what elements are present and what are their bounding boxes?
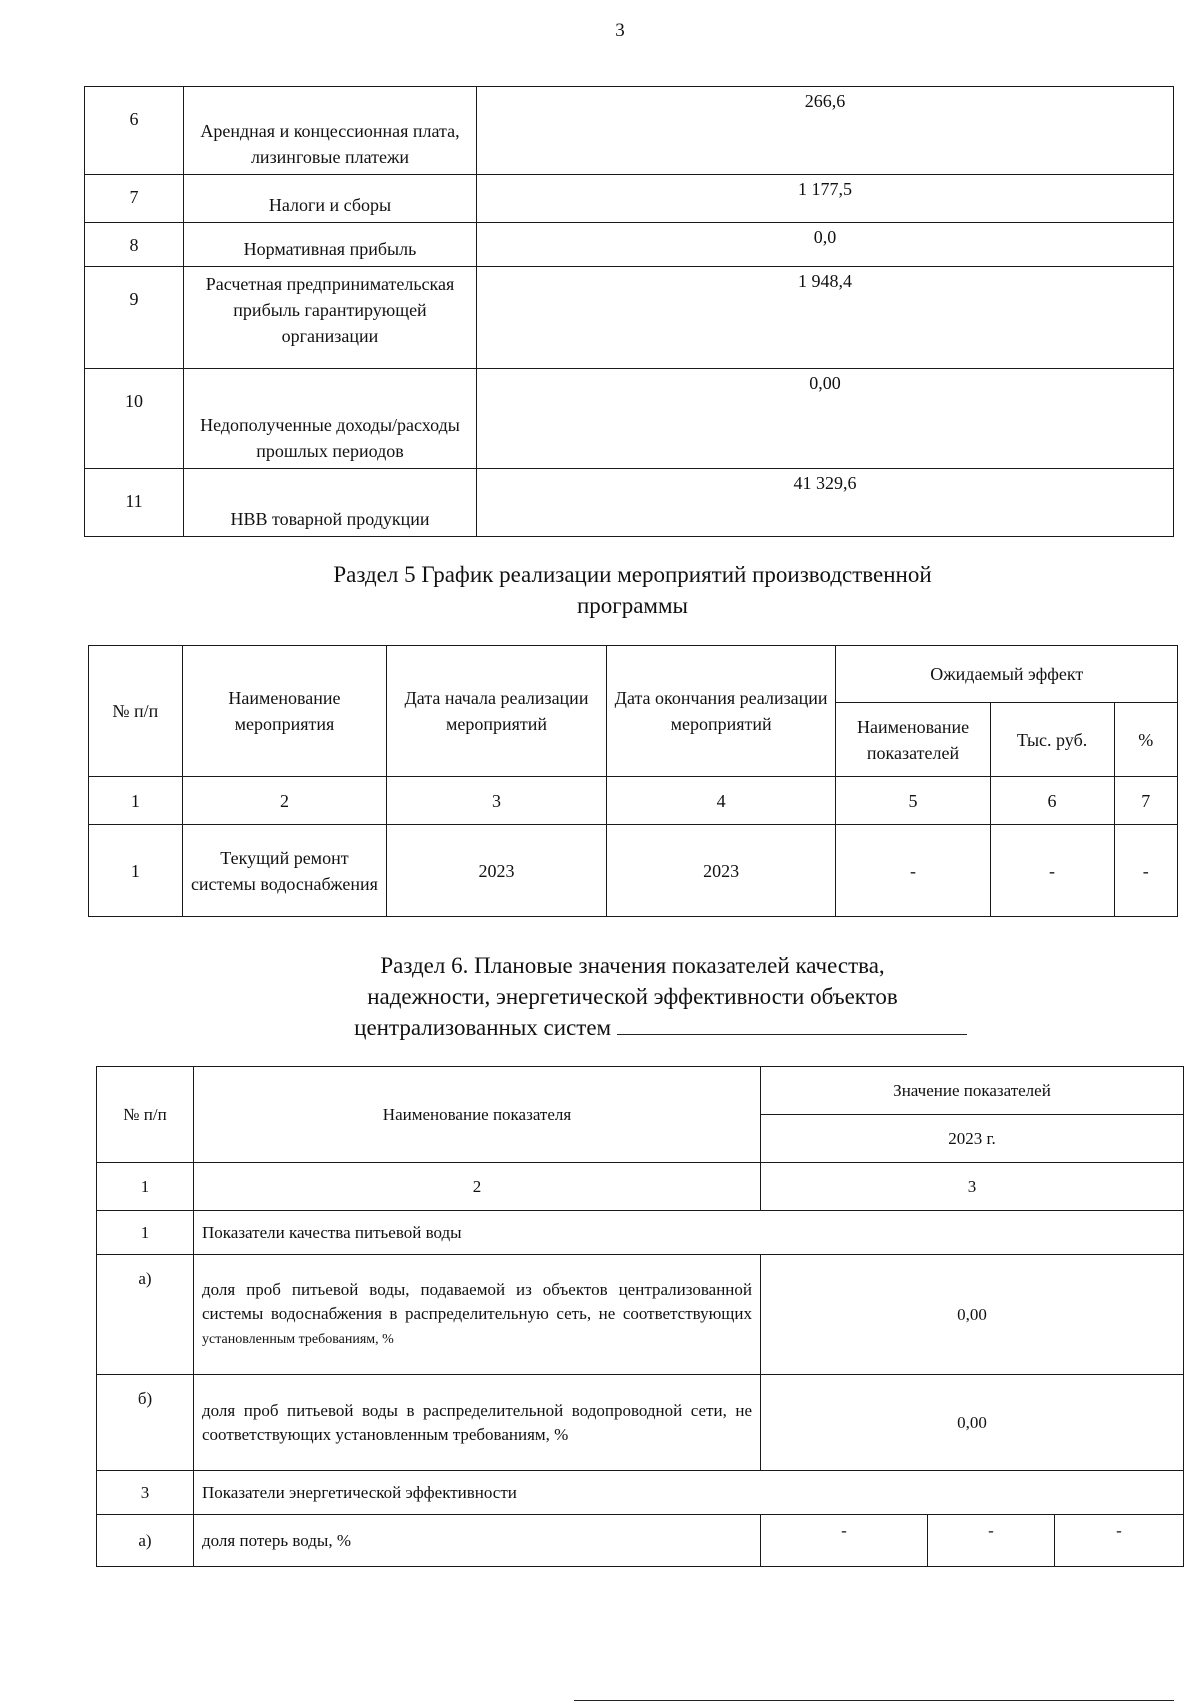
section6-title: [0, 950, 1200, 1043]
table-row: [85, 469, 1174, 537]
section6-title-line3-text: централизованных систем: [354, 1015, 612, 1040]
row-number: 6: [85, 87, 184, 175]
table-row: [85, 223, 1174, 267]
section6-title-line2: надежности, энергетической эффективности объектов: [367, 984, 898, 1009]
indicator-name-main: доля проб питьевой воды, подаваемой из объектов централизованной системы водоснабжения в распределительную сеть, не соответствующих: [202, 1279, 752, 1323]
row-name: Недополученные доходы/расходы прошлых периодов: [184, 369, 477, 469]
end-date: 2023: [606, 825, 836, 917]
row-number: 3: [97, 1471, 194, 1515]
header-indicator-values: Значение показателей: [761, 1067, 1184, 1115]
row-value: 266,6: [477, 87, 1174, 175]
column-number: 5: [836, 777, 990, 825]
table-row: [85, 267, 1174, 369]
row-number: а): [97, 1515, 194, 1567]
row-number: б): [97, 1375, 194, 1471]
row-number: 7: [85, 175, 184, 223]
header-indicator-name: Наименование показателя: [194, 1067, 761, 1163]
cost-table: [84, 86, 1174, 537]
column-number: 6: [990, 777, 1114, 825]
column-number: 2: [182, 777, 387, 825]
quality-indicators-table: [96, 1066, 1184, 1567]
table-header-row: [89, 646, 1178, 703]
group-row: [97, 1471, 1184, 1515]
header-thousand-rub: Тыс. руб.: [990, 703, 1114, 777]
row-name: Арендная и концессионная плата, лизинговые платежи: [184, 87, 477, 175]
section5-title-line2: программы: [576, 593, 688, 618]
section5-title-line1: Раздел 5 График реализации мероприятий производственной: [333, 562, 932, 587]
percent-value: -: [1114, 825, 1178, 917]
indicator-name: доля проб питьевой воды в распределительной водопроводной сети, не соответствующих установленным требованиям, %: [194, 1375, 761, 1471]
indicator-value: 0,00: [761, 1375, 1184, 1471]
row-number: 9: [85, 267, 184, 369]
group-row: [97, 1211, 1184, 1255]
column-number: 2: [194, 1163, 761, 1211]
row-value: 0,0: [477, 223, 1174, 267]
indicator-name-tail: установленным требованиям, %: [202, 1331, 394, 1347]
indicator-name: [194, 1255, 761, 1375]
row-name: НВВ товарной продукции: [184, 469, 477, 537]
row-number: 1: [97, 1211, 194, 1255]
header-end-date: Дата окончания реализации мероприятий: [606, 646, 836, 777]
row-value: 0,00: [477, 369, 1174, 469]
row-number: 11: [85, 469, 184, 537]
table-header-row: [97, 1067, 1184, 1115]
column-number: 1: [89, 777, 183, 825]
row-name: Налоги и сборы: [184, 175, 477, 223]
table-row: [85, 175, 1174, 223]
section5-title: [0, 559, 1200, 621]
table-row: [97, 1515, 1184, 1567]
indicator-value: -: [836, 825, 990, 917]
row-name: Расчетная предпринимательская прибыль гарантирующей организации: [184, 267, 477, 369]
blank-underline: [617, 1016, 967, 1035]
header-year: 2023 г.: [761, 1115, 1184, 1163]
row-value: 41 329,6: [477, 469, 1174, 537]
table-row: [85, 369, 1174, 469]
bottom-rule: [574, 1700, 1174, 1701]
row-value: 1 177,5: [477, 175, 1174, 223]
event-name: Текущий ремонт системы водоснабжения: [182, 825, 387, 917]
header-expected-effect: Ожидаемый эффект: [836, 646, 1178, 703]
header-num: № п/п: [89, 646, 183, 777]
group-name: Показатели энергетической эффективности: [194, 1471, 1184, 1515]
row-number: 1: [89, 825, 183, 917]
section6-title-line1: Раздел 6. Плановые значения показателей качества,: [380, 953, 885, 978]
table-row: [85, 87, 1174, 175]
header-percent: %: [1114, 703, 1178, 777]
column-number: 1: [97, 1163, 194, 1211]
table-row: [97, 1375, 1184, 1471]
table-row: [97, 1255, 1184, 1375]
row-number: 8: [85, 223, 184, 267]
page-number: 3: [615, 20, 625, 41]
column-number: 4: [606, 777, 836, 825]
row-value: 1 948,4: [477, 267, 1174, 369]
table-row: [89, 825, 1178, 917]
events-schedule-table: [88, 645, 1178, 917]
section6-title-line3: [56, 1012, 1200, 1043]
indicator-value: -: [928, 1515, 1055, 1567]
indicator-value: -: [761, 1515, 928, 1567]
column-number: 3: [387, 777, 607, 825]
group-name: Показатели качества питьевой воды: [194, 1211, 1184, 1255]
header-indicators: Наименование показателей: [836, 703, 990, 777]
column-number: 7: [1114, 777, 1178, 825]
header-event-name: Наименование мероприятия: [182, 646, 387, 777]
column-number-row: [97, 1163, 1184, 1211]
header-num: № п/п: [97, 1067, 194, 1163]
thousand-rub-value: -: [990, 825, 1114, 917]
indicator-value: -: [1055, 1515, 1184, 1567]
start-date: 2023: [387, 825, 607, 917]
column-number-row: [89, 777, 1178, 825]
row-number: 10: [85, 369, 184, 469]
indicator-value: 0,00: [761, 1255, 1184, 1375]
row-name: Нормативная прибыль: [184, 223, 477, 267]
header-start-date: Дата начала реализации мероприятий: [387, 646, 607, 777]
row-number: а): [97, 1255, 194, 1375]
indicator-name: доля потерь воды, %: [194, 1515, 761, 1567]
column-number: 3: [761, 1163, 1184, 1211]
